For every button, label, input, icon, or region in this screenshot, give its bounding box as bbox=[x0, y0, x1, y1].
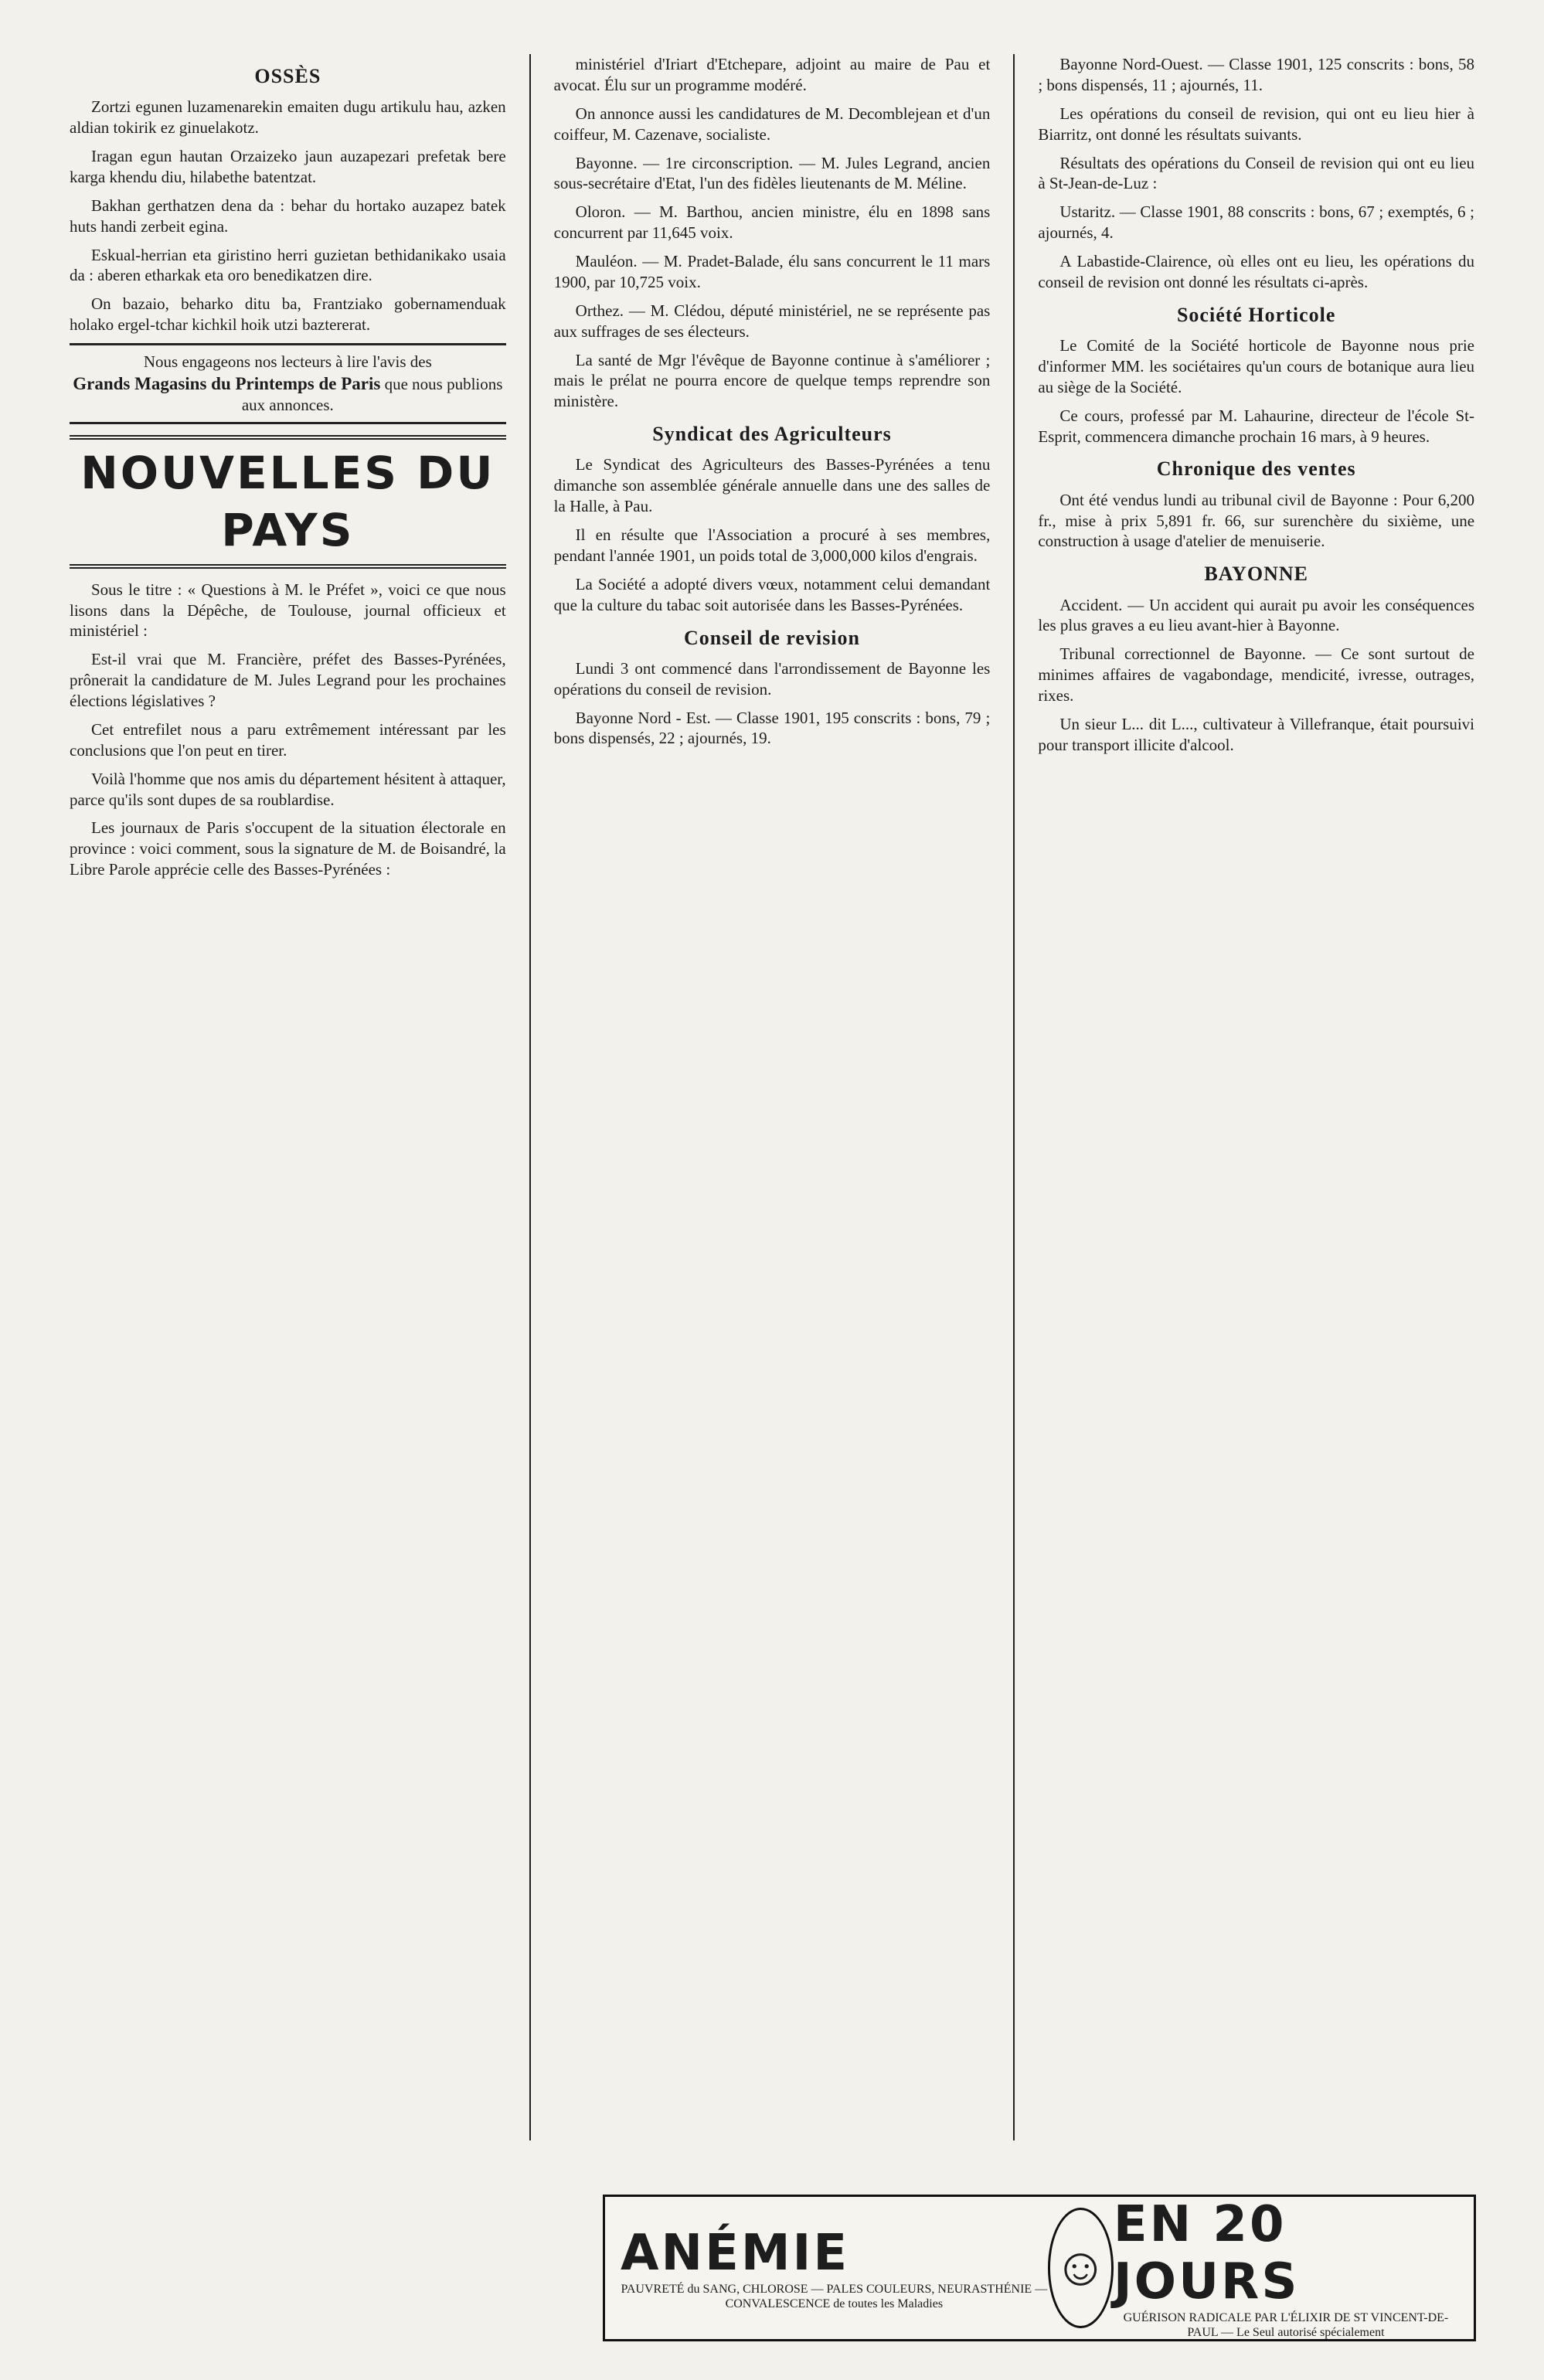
column-1 bbox=[70, 54, 506, 2140]
paragraph: Résultats des opérations du Conseil de revision qui ont eu lieu à St-Jean-de-Luz : bbox=[1038, 153, 1475, 193]
paragraph: Lundi 3 ont commencé dans l'arrondissement de Bayonne les opérations du conseil de revision. bbox=[553, 658, 991, 699]
osses-title: OSSÈS bbox=[254, 65, 321, 87]
notice-text: Nous engageons nos lecteurs à lire l'avis des bbox=[143, 352, 432, 372]
paragraph: Est-il vrai que M. Francière, préfet des Basses-Pyrénées, prônerait la candidature de M. Jules Legrand pour les prochaines élections législatives ? bbox=[70, 650, 506, 711]
column-divider bbox=[1013, 54, 1015, 2140]
column-divider bbox=[529, 54, 531, 2140]
paragraph: Bayonne. — 1re circonscription. — M. Jules Legrand, ancien sous-secrétaire d'Etat, l'un des fidèles lieutenants de M. Méline. bbox=[553, 153, 991, 193]
paragraph: Oloron. — M. Barthou, ancien ministre, élu en 1898 sans concurrent par 11,645 voix. bbox=[553, 202, 991, 243]
paragraph: Iragan egun hautan Orzaizeko jaun auzapezari prefetak bere karga khendu diu, hilabethe batentzat. bbox=[70, 147, 506, 186]
saint-portrait-icon: ☺ bbox=[1048, 2208, 1114, 2328]
ad-subtext: GUÉRISON RADICALE PAR L'ÉLIXIR DE ST VINCENT-DE-PAUL — Le Seul autorisé spécialement bbox=[1123, 2310, 1449, 2339]
paragraph: ministériel d'Iriart d'Etchepare, adjoint au maire de Pau et avocat. Élu sur un programme modéré. bbox=[553, 55, 991, 94]
ad-subtext: PAUVRETÉ du SANG, CHLOROSE — PALES COULEURS, NEURASTHÉNIE — CONVALESCENCE de toutes les Maladies bbox=[621, 2282, 1048, 2310]
paragraph: Il en résulte que l'Association a procuré à ses membres, pendant l'année 1901, un poids total de 3,000,000 kilos d'engrais. bbox=[553, 525, 991, 565]
ad-left bbox=[621, 2225, 1048, 2311]
paragraph: Zortzi egunen luzamenarekin emaiten dugu artikulu hau, azken aldian tokirik ez ginuelakotz. bbox=[70, 97, 506, 138]
anemie-advertisement bbox=[603, 2195, 1476, 2341]
paragraph: Bayonne Nord - Est. — Classe 1901, 195 conscrits : bons, 79 ; bons dispensés, 22 ; ajournés, 19. bbox=[553, 708, 991, 748]
notice-bold: Grands Magasins du Printemps de Paris bbox=[73, 373, 381, 393]
ad-headline: ANÉMIE bbox=[621, 2224, 850, 2282]
paragraph: La santé de Mgr l'évêque de Bayonne continue à s'améliorer ; mais le prélat ne pourra encore de quelque temps reprendre son ministère. bbox=[553, 350, 991, 411]
syndicat-title: Syndicat des Agriculteurs bbox=[652, 423, 892, 446]
paragraph: Tribunal correctionnel de Bayonne. — Ce sont surtout de minimes affaires de vagabondage, mendicité, ivresse, outrages, rixes. bbox=[1038, 644, 1475, 706]
ad-right bbox=[1114, 2196, 1458, 2340]
ad-headline: EN 20 JOURS bbox=[1113, 2195, 1300, 2310]
columns bbox=[70, 54, 1474, 2140]
paragraph: Les journaux de Paris s'occupent de la situation électorale en province : voici comment, sous la signature de M. de Boisandré, la Libre Parole apprécie celle des Basses-Pyrénées : bbox=[70, 818, 506, 879]
paragraph: Ustaritz. — Classe 1901, 88 conscrits : bons, 67 ; exemptés, 6 ; ajournés, 4. bbox=[1038, 202, 1475, 243]
column-3 bbox=[1038, 54, 1474, 2140]
ventes-title: Chronique des ventes bbox=[1156, 457, 1356, 481]
paragraph: On bazaio, beharko ditu ba, Frantziako gobernamenduak holako ergel-tchar kichkil hoik utzi baztererat. bbox=[70, 294, 506, 335]
revision-title: Conseil de revision bbox=[684, 626, 860, 649]
paragraph: Un sieur L... dit L..., cultivateur à Villefranque, était poursuivi pour transport illicite d'alcool. bbox=[1038, 714, 1475, 754]
paragraph: On annonce aussi les candidatures de M. Decomblejean et d'un coiffeur, M. Cazenave, socialiste. bbox=[553, 104, 991, 144]
paragraph: Sous le titre : « Questions à M. le Préfet », voici ce que nous lisons dans la Dépêche, de Toulouse, journal officieux et ministériel : bbox=[70, 580, 506, 641]
notice-text: que nous publions aux annonces. bbox=[241, 374, 503, 415]
paragraph: Voilà l'homme que nos amis du département hésitent à attaquer, parce qu'ils sont dupes de sa roublardise. bbox=[70, 769, 506, 809]
paragraph: Ont été vendus lundi au tribunal civil de Bayonne : Pour 6,200 fr., mise à prix 5,891 fr. 66, sur surenchère du sixième, une construction à usage d'atelier de menuiserie. bbox=[1038, 490, 1475, 551]
printemps-notice bbox=[70, 343, 506, 424]
nouvelles-masthead: NOUVELLES DU PAYS bbox=[70, 435, 506, 568]
paragraph: Cet entrefilet nous a paru extrêmement intéressant par les conclusions que l'on peut en tirer. bbox=[70, 719, 506, 760]
bayonne-title: BAYONNE bbox=[1204, 563, 1308, 586]
paragraph: Orthez. — M. Clédou, député ministériel, ne se représente pas aux suffrages de ses électeurs. bbox=[553, 301, 991, 341]
paragraph: A Labastide-Clairence, où elles ont eu lieu, les opérations du conseil de revision ont donné les résultats ci-après. bbox=[1038, 252, 1475, 291]
column-2 bbox=[554, 54, 991, 2140]
paragraph: Mauléon. — M. Pradet-Balade, élu sans concurrent le 11 mars 1900, par 10,725 voix. bbox=[553, 252, 991, 291]
paragraph: La Société a adopté divers vœux, notamment celui demandant que la culture du tabac soit autorisée dans les Basses-Pyrénées. bbox=[553, 574, 991, 614]
paragraph: Le Comité de la Société horticole de Bayonne nous prie d'informer MM. les sociétaires qu'un cours de botanique aura lieu au siège de la Société. bbox=[1038, 336, 1475, 396]
paragraph: Les opérations du conseil de revision, qui ont eu lieu hier à Biarritz, ont donné les résultats suivants. bbox=[1038, 104, 1475, 144]
osses-body bbox=[70, 97, 506, 335]
paragraph: Eskual-herrian eta giristino herri guzietan bethidanikako usaia da : aberen etharkak eta oro benedikatzen dire. bbox=[70, 245, 506, 285]
paragraph: Bayonne Nord-Ouest. — Classe 1901, 125 conscrits : bons, 58 ; bons dispensés, 11 ; ajournés, 11. bbox=[1038, 55, 1475, 94]
paragraph: Le Syndicat des Agriculteurs des Basses-Pyrénées a tenu dimanche son assemblée générale annuelle dans une des salles de la Halle, à Pau. bbox=[553, 455, 991, 516]
paragraph: Ce cours, professé par M. Lahaurine, directeur de l'école St-Esprit, commencera dimanche prochain 16 mars, à 9 heures. bbox=[1038, 406, 1475, 446]
horticole-title: Société Horticole bbox=[1176, 303, 1336, 326]
paragraph: Bakhan gerthatzen dena da : behar du hortako auzapez batek huts handi zerbeit egina. bbox=[70, 196, 506, 236]
paragraph: Accident. — Un accident qui aurait pu avoir les conséquences les plus graves a eu lieu avant-hier à Bayonne. bbox=[1038, 595, 1475, 635]
